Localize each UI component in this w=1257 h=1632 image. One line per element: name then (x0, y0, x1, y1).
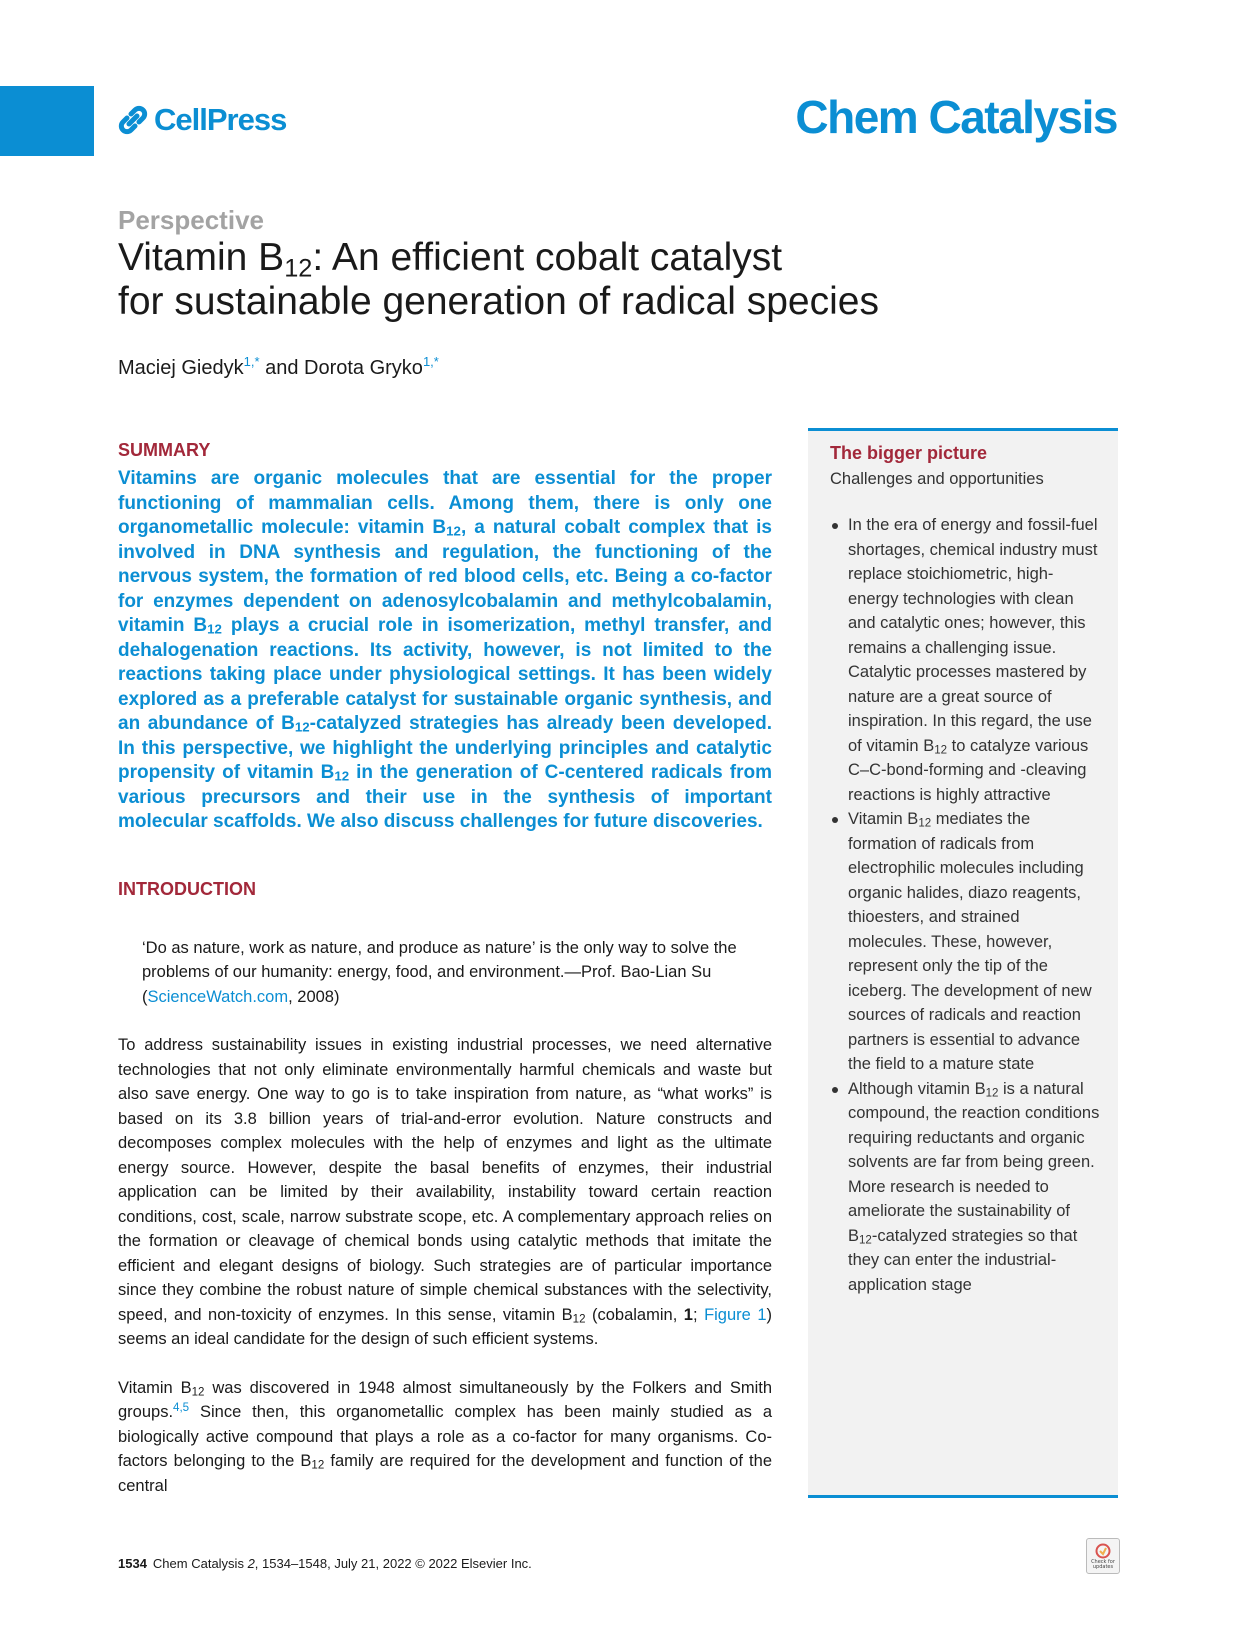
list-item-text: mediates the formation of radicals from electrophilic molecules including organic halides, diazo reagents, thioesters, and strained molecules. These, however, represent only the tip of the iceberg. The development of new sources of radicals and reaction partners is essential to advance the field to a mature state (848, 810, 1092, 1073)
subscript: 12 (918, 817, 932, 830)
journal-title[interactable]: Chem Catalysis (795, 91, 1117, 143)
compound-number: 1 (683, 1305, 693, 1324)
list-item-text: Vitamin B (848, 810, 919, 828)
cellpress-logo[interactable] (118, 102, 286, 138)
bullet-icon (832, 817, 838, 823)
article-type: Perspective (118, 205, 264, 235)
publisher-name: CellPress (154, 102, 287, 137)
article-title (118, 236, 1018, 324)
bigger-picture-subheading: Challenges and opportunities (830, 470, 1044, 488)
title-text: Vitamin B (118, 236, 285, 279)
list-item-text: In the era of energy and fossil-fuel shortages, chemical industry must replace stoichiometric, high-energy technologies with clean and catalytic ones; however, this remains a challenging issue. Catalytic processes mastered by nature are a great source of inspiration. In this regard, the use of vitamin B (848, 516, 1098, 755)
subscript: 12 (934, 743, 948, 756)
bullet-icon (832, 523, 838, 529)
subscript: 12 (294, 719, 310, 735)
summary-heading: SUMMARY (118, 440, 211, 460)
title-line-2: for sustainable generation of radical species (118, 280, 879, 323)
header-accent-block (0, 86, 94, 156)
author-name: Maciej Giedyk (118, 357, 244, 379)
author-list (118, 354, 439, 380)
footer-citation: , 1534–1548, July 21, 2022 © 2022 Elsevier Inc. (254, 1556, 532, 1571)
quote-text-end: , 2008) (288, 987, 340, 1006)
summary-fragment: plays a crucial role in isomerization, methyl transfer, and dehalogenation reactions. Its activity, however, is not limited to the reactions taking place under physiological settings. It has been widely explored as a preferable catalyst for sustainable organic synthesis, and an abundance of B (118, 615, 772, 734)
title-subscript: 12 (284, 254, 313, 283)
summary-fragment: in the generation of C-centered radicals from various precursors and their use in the synthesis of important molecular scaffolds. We also discuss challenges for future discoveries. (118, 762, 772, 832)
title-text-cont: : An efficient cobalt catalyst (312, 236, 783, 279)
subscript: 12 (985, 1086, 999, 1099)
subscript: 12 (334, 768, 350, 784)
footer-volume: 2 (247, 1556, 255, 1571)
main-column (118, 440, 772, 1498)
badge-line-2: updates (1092, 1563, 1114, 1570)
sciencewatch-link[interactable]: ScienceWatch.com (147, 987, 289, 1006)
paragraph-fragment: ) seems an ideal candidate for the design of such efficient systems. (118, 1305, 773, 1348)
summary-fragment: Vitamins are organic molecules that are essential for the proper functioning of mammalian cells. Among them, there is only one organometallic molecule: vitamin B (118, 468, 772, 538)
list-item (830, 1077, 1100, 1298)
author-affiliation-link[interactable]: 1,* (422, 354, 439, 369)
cellpress-link-icon (118, 105, 148, 135)
page-number: 1534 (118, 1556, 147, 1571)
subscript: 12 (859, 1233, 872, 1246)
subscript: 12 (311, 1459, 325, 1472)
list-item-text: is a natural compound, the reaction conditions requiring reductants and organic solvents are far from being green. More research is needed to ameliorate the sustainability of B (848, 1079, 1100, 1245)
paragraph-fragment: Vitamin B (118, 1378, 192, 1397)
paragraph-fragment: Since then, this organometallic complex has been mainly studied as a biologically active compound that plays a role as a co-factor for many organisms. Co-factors belonging to the B (118, 1403, 772, 1470)
author-separator: and (259, 357, 304, 379)
list-item-text: Although vitamin B (848, 1079, 986, 1098)
subscript: 12 (446, 523, 461, 539)
page-footer (118, 1556, 532, 1571)
summary-fragment: , a natural cobalt complex that is involved in DNA synthesis and regulation, the functioning of the nervous system, the formation of red blood cells, etc. Being a co-factor for enzymes dependent on adenosylcobalamin and methylcobalamin, vitamin B (118, 517, 772, 636)
paragraph-fragment: (cobalamin, (585, 1305, 684, 1324)
list-item-text: to catalyze various C–C-bond-forming and -cleaving reactions is highly attractive (848, 736, 1089, 804)
introduction-heading: INTRODUCTION (118, 878, 256, 899)
paragraph-fragment: ; (692, 1305, 705, 1324)
footer-journal: Chem Catalysis (152, 1556, 248, 1571)
bullet-icon (832, 1087, 838, 1093)
subscript: 12 (572, 1312, 586, 1325)
paragraph-fragment: was discovered in 1948 almost simultaneously by the Folkers and Smith groups. (118, 1378, 772, 1421)
summary-fragment: -catalyzed strategies has already been developed. In this perspective, we highlight the underlying principles and catalytic propensity of vitamin B (118, 713, 772, 783)
check-for-updates-label (1091, 1560, 1115, 1570)
summary-text (118, 467, 772, 835)
quote-text: ‘Do as nature, work as nature, and produce as nature’ is the only way to solve the problems of our humanity: energy, food, and environment.—Prof. Bao-Lian Su ( (142, 938, 737, 1006)
bigger-picture-list (830, 513, 1100, 1297)
figure-1-link[interactable]: Figure 1 (704, 1305, 767, 1324)
epigraph-quote (142, 936, 750, 1010)
check-for-updates-button[interactable] (1086, 1538, 1120, 1574)
body-paragraph (118, 1033, 772, 1352)
author-affiliation-link[interactable]: 1,* (243, 354, 260, 369)
list-item-text: -catalyzed strategies so that they can enter the industrial-application stage (848, 1226, 1078, 1294)
author-name: Dorota Gryko (304, 357, 423, 379)
reference-link[interactable]: 4,5 (173, 1402, 190, 1414)
list-item (830, 807, 1100, 1077)
badge-line-1: Check for (1091, 1558, 1115, 1565)
subscript: 12 (191, 1385, 205, 1398)
list-item (830, 513, 1100, 807)
bigger-picture-box (808, 428, 1118, 1498)
body-paragraph (118, 1376, 772, 1499)
bigger-picture-heading: The bigger picture (830, 443, 988, 463)
paragraph-fragment: To address sustainability issues in existing industrial processes, we need alternative technologies that not only eliminate environmentally harmful chemicals and waste but also save energy. One way to go is to take inspiration from nature, as “what works” is based on its 3.8 billion years of trial-and-error evolution. Nature constructs and decomposes complex molecules with the help of enzymes and light as the ultimate energy source. However, despite the basal benefits of enzymes, their industrial application can be limited by their availability, instability toward certain reaction conditions, cost, scale, narrow substrate scope, etc. A complementary approach relies on the formation or cleavage of chemical bonds using catalytic methods that imitate the efficient and elegant designs of biology. Such strategies are of particular importance since they combine the robust nature of simple chemical substances with the selectivity, speed, and non-toxicity of enzymes. In this sense, vitamin B (118, 1036, 772, 1324)
subscript: 12 (207, 621, 222, 637)
check-for-updates-icon (1095, 1543, 1111, 1559)
paragraph-fragment: family are required for the development and function of the central (118, 1452, 772, 1495)
